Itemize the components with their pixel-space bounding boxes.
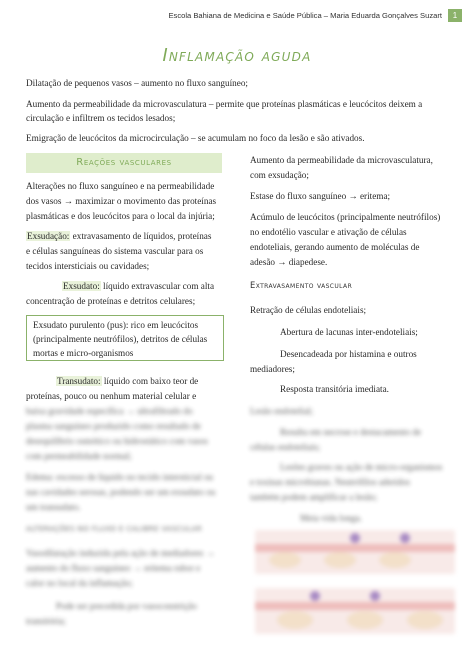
section-title-reacoes: Reações vasculares bbox=[76, 157, 172, 168]
right-line: endoteliais, gerando aumento de moléculas de bbox=[250, 242, 420, 252]
right-line: com exsudação; bbox=[250, 170, 309, 180]
left-line: plasmáticas e dos leucócitos para o local da injúria; bbox=[26, 211, 215, 221]
term-exsudato: Exsudato: bbox=[63, 281, 100, 291]
right-line: Abertura de lacunas inter-endoteliais; bbox=[280, 327, 418, 337]
left-line: baixa gravidade específica → ultrafiltrado do bbox=[26, 406, 193, 416]
page-title: Inflamação aguda bbox=[162, 46, 312, 66]
left-line: dos vasos → maximizar o movimento das proteínas bbox=[26, 196, 217, 206]
intro-line-1: Dilatação de pequenos vasos – aumento no fluxo sanguíneo; bbox=[26, 78, 248, 88]
left-line: desequilíbrio osmótico ou hidrostático com vasos bbox=[26, 436, 208, 446]
right-line: células endoteliais; bbox=[250, 442, 321, 452]
left-line: proteínas, pouco ou nenhum material celular e bbox=[26, 391, 197, 401]
left-line: plasma sanguíneo produzido como resultado de bbox=[26, 421, 201, 431]
right-line: Retração de células endoteliais; bbox=[250, 305, 367, 315]
purulent-line: Exsudato purulento (pus): rico em leucócitos bbox=[33, 320, 199, 330]
right-line: Meia vida longa. bbox=[300, 513, 362, 523]
right-line: mediadores; bbox=[250, 364, 295, 374]
left-line: Alterações no fluxo sanguíneo e na permeabilidade bbox=[26, 181, 215, 191]
intro-line-2a: Aumento da permeabilidade da microvasculatura – permite que proteínas plasmáticas e leucócitos deixem a bbox=[26, 99, 423, 109]
subheading-extravasamento: Extravasamento vascular bbox=[250, 280, 353, 290]
page-header bbox=[0, 9, 474, 25]
endothelium-illustration bbox=[255, 588, 455, 634]
left-line: aumento do fluxo sanguíneo → eritema rubor e bbox=[26, 563, 201, 573]
right-line: Aumento da permeabilidade da microvasculatura, bbox=[250, 155, 433, 165]
transudato-line bbox=[56, 374, 198, 389]
right-line: Resulta em necrose e destacamento de bbox=[280, 427, 422, 437]
left-line: calor no local da inflamação; bbox=[26, 578, 133, 588]
left-line: com permeabilidade normal; bbox=[26, 451, 132, 461]
right-line: adesão → diapedese. bbox=[250, 257, 328, 267]
purulent-line: (principalmente neutrófilos), detritos de células bbox=[33, 334, 208, 344]
left-line: Vasodilatação induzida pela ação de mediadores → bbox=[26, 548, 215, 558]
definition-text: líquido extravascular com alta bbox=[100, 281, 215, 291]
definition-text: extravasamento de líquidos, proteínas bbox=[70, 231, 212, 241]
left-line: e células sanguíneas do sistema vascular para os bbox=[26, 246, 204, 256]
page-number: 1 bbox=[448, 9, 462, 22]
left-line: Pode ser precedida por vasoconstrição bbox=[56, 601, 197, 611]
left-line: tecidos intersticiais ou cavidades; bbox=[26, 261, 150, 271]
purulent-line: mortas e micro-organismos bbox=[33, 348, 134, 358]
left-line: concentração de proteínas e detritos celulares; bbox=[26, 296, 196, 306]
left-subheading: ALTERAÇÕES NO FLUXO E CALIBRE VASCULAR bbox=[26, 525, 203, 533]
left-line: um transudato. bbox=[26, 502, 81, 512]
right-line: no endotélio vascular e ativação de células bbox=[250, 227, 407, 237]
right-line: Lesão endotelial; bbox=[250, 406, 314, 416]
term-transudato: Transudato: bbox=[57, 376, 101, 386]
exsudato-line bbox=[62, 279, 214, 294]
left-line: nas cavidades serosas, podendo ser um exsudato ou bbox=[26, 487, 216, 497]
left-line: transitória; bbox=[26, 616, 66, 626]
intro-line-3: Emigração de leucócitos da microcirculação – se acumulam no foco da lesão e são ativados. bbox=[26, 133, 365, 143]
exsudacao-line bbox=[26, 229, 211, 244]
endothelium-illustration bbox=[255, 530, 455, 574]
right-line: Lesões graves ou ação de micro-organismos bbox=[280, 462, 443, 472]
right-line: Resposta transitória imediata. bbox=[280, 384, 389, 394]
definition-text: líquido com baixo teor de bbox=[101, 376, 199, 386]
right-line: Desencadeada por histamina e outros bbox=[280, 349, 417, 359]
section-box-reacoes bbox=[26, 153, 222, 173]
right-line: Acúmulo de leucócitos (principalmente neutrófilos) bbox=[250, 212, 441, 222]
right-line: e toxinas microbianas. Neutrófilos aderidos bbox=[250, 477, 410, 487]
intro-line-2b: circulação e infiltrem os tecidos lesados; bbox=[26, 113, 176, 123]
right-line: também podem amplificar a lesão; bbox=[250, 492, 378, 502]
term-exsudacao: Exsudação: bbox=[27, 231, 70, 241]
right-line: Estase do fluxo sanguíneo → eritema; bbox=[250, 191, 391, 201]
left-line: Edema: excesso de líquido no tecido intersticial ou bbox=[26, 472, 214, 482]
header-text: Escola Bahiana de Medicina e Saúde Pública – Maria Eduarda Gonçalves Suzart bbox=[168, 11, 442, 20]
